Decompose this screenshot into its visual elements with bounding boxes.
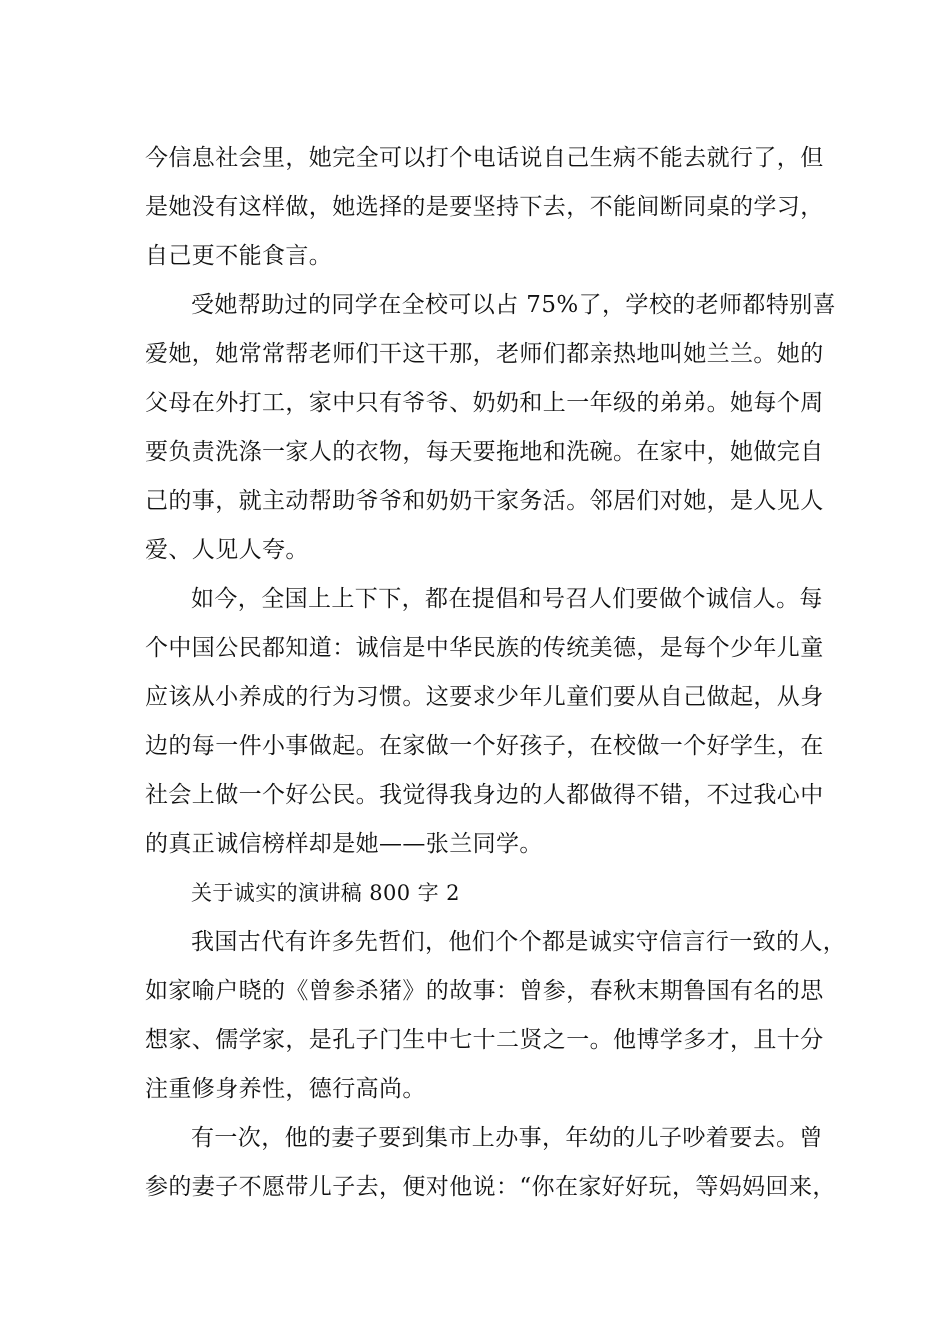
text-line: 今信息社会里，她完全可以打个电话说自己生病不能去就行了，但 <box>145 145 824 171</box>
text-line: 父母在外打工，家中只有爷爷、奶奶和上一年级的弟弟。她每个周 <box>145 390 824 416</box>
text-line: 有一次，他的妻子要到集市上办事，年幼的儿子吵着要去。曾 <box>191 1125 823 1151</box>
text-line: 应该从小养成的行为习惯。这要求少年儿童们要从自己做起，从身 <box>145 684 824 710</box>
text-line: 自己更不能食言。 <box>145 243 333 269</box>
text-line: 我国古代有许多先哲们，他们个个都是诚实守信言行一致的人， <box>191 929 847 955</box>
text-line: 是她没有这样做，她选择的是要坚持下去，不能间断同桌的学习， <box>145 194 824 220</box>
text-line: 个中国公民都知道：诚信是中华民族的传统美德，是每个少年儿童 <box>145 635 824 661</box>
text-line: 爱她，她常常帮老师们干这干那，老师们都亲热地叫她兰兰。她的 <box>145 341 824 367</box>
text-line: 如今，全国上上下下，都在提倡和号召人们要做个诚信人。每 <box>191 586 823 612</box>
document-body <box>145 134 847 1212</box>
text-line: 的真正诚信榜样却是她——张兰同学。 <box>145 831 543 857</box>
text-line: 己的事，就主动帮助爷爷和奶奶干家务活。邻居们对她，是人见人 <box>145 488 824 514</box>
text-line: 注重修身养性，德行高尚。 <box>145 1076 426 1102</box>
text-line: 边的每一件小事做起。在家做一个好孩子，在校做一个好学生，在 <box>145 733 824 759</box>
text-line: 社会上做一个好公民。我觉得我身边的人都做得不错，不过我心中 <box>145 782 824 808</box>
text-line: 参的妻子不愿带儿子去，便对他说：“你在家好好玩，等妈妈回来， <box>145 1174 836 1200</box>
text-line: 受她帮助过的同学在全校可以占 75%了，学校的老师都特别喜 <box>191 292 837 318</box>
text-line: 爱、人见人夸。 <box>145 537 309 563</box>
text-line: 如家喻户晓的《曾参杀猪》的故事：曾参，春秋末期鲁国有名的思 <box>145 978 824 1004</box>
text-line: 想家、儒学家，是孔子门生中七十二贤之一。他博学多才，且十分 <box>145 1027 824 1053</box>
section-heading: 关于诚实的演讲稿 800 字 2 <box>191 881 460 905</box>
text-line: 要负责洗涤一家人的衣物，每天要拖地和洗碗。在家中，她做完自 <box>145 439 824 465</box>
